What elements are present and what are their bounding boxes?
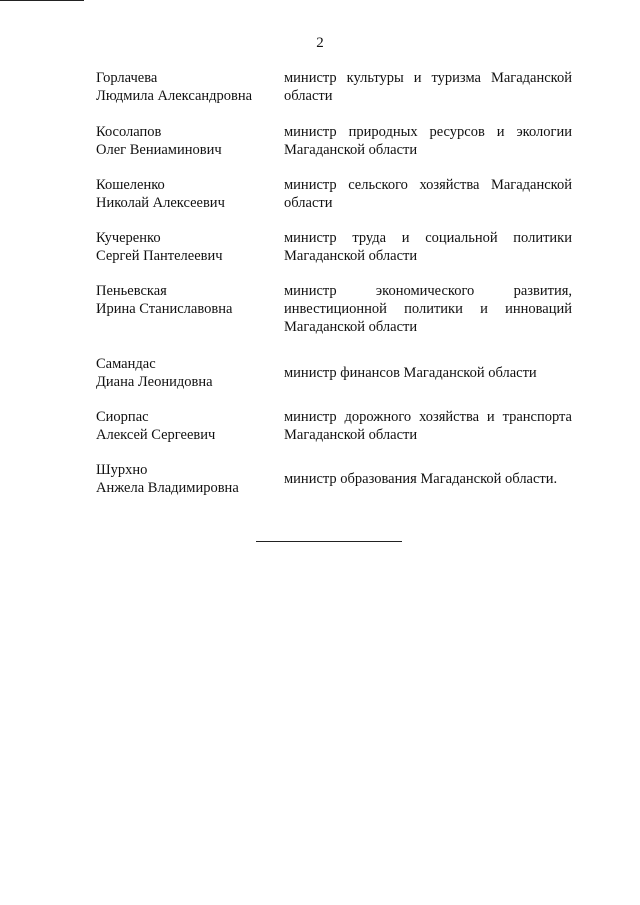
given-names: Сергей Пантелеевич <box>96 248 223 264</box>
official-position: министр экономического развития, инвестиционной политики и инноваций Магаданской области <box>284 283 572 335</box>
official-name <box>96 282 276 318</box>
given-names: Анжела Владимировна <box>96 480 239 496</box>
surname: Кошеленко <box>96 177 165 193</box>
official-position: министр культуры и туризма Магаданской области <box>284 70 572 104</box>
given-names: Николай Алексеевич <box>96 195 225 211</box>
given-names: Алексей Сергеевич <box>96 427 216 443</box>
surname: Сиорпас <box>96 409 149 425</box>
given-names: Олег Вениаминович <box>96 142 222 158</box>
surname: Шурхно <box>96 462 148 478</box>
official-position: министр сельского хозяйства Магаданской области <box>284 177 572 211</box>
given-names: Диана Леонидовна <box>96 374 213 390</box>
official-position: министр природных ресурсов и экологии Магаданской области <box>284 124 572 158</box>
surname: Кучеренко <box>96 230 161 246</box>
surname: Самандас <box>96 356 156 372</box>
closing-rule <box>256 541 402 542</box>
official-name <box>96 461 276 497</box>
given-names: Ирина Станиславовна <box>96 301 233 317</box>
top-rule <box>0 0 84 1</box>
surname: Косолапов <box>96 124 162 140</box>
official-position: министр дорожного хозяйства и транспорта Магаданской области <box>284 409 572 443</box>
official-name <box>96 69 276 105</box>
official-name <box>96 229 276 265</box>
official-name <box>96 123 276 159</box>
official-position: министр труда и социальной политики Магаданской области <box>284 230 572 264</box>
official-name <box>96 408 276 444</box>
surname: Пеньевская <box>96 283 167 299</box>
official-position: министр финансов Магаданской области <box>284 365 537 381</box>
official-position: министр образования Магаданской области. <box>284 471 558 487</box>
given-names: Людмила Александровна <box>96 88 253 104</box>
page-number: 2 <box>316 35 324 51</box>
official-name <box>96 355 276 391</box>
official-name <box>96 176 276 212</box>
surname: Горлачева <box>96 70 158 86</box>
